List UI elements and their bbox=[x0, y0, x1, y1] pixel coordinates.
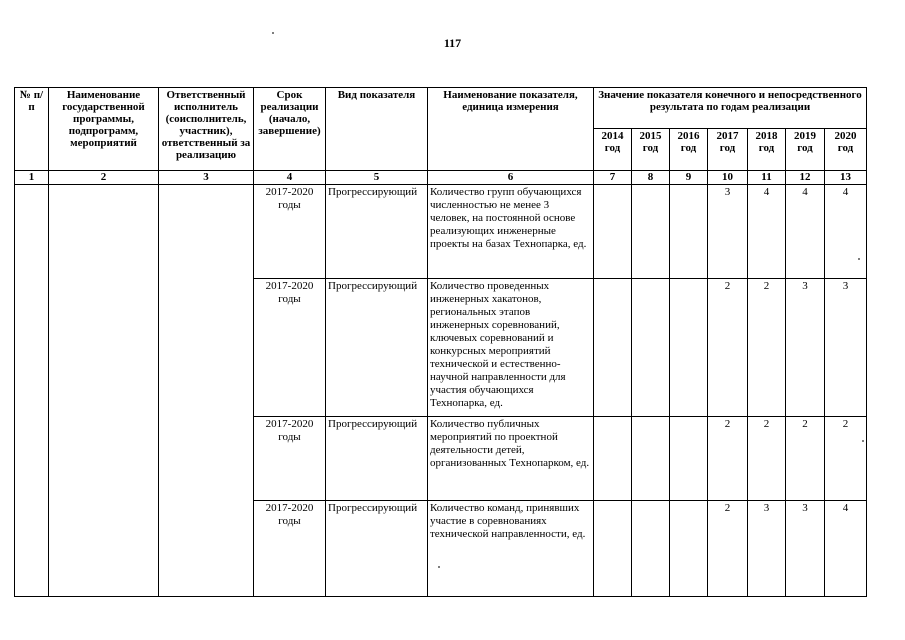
header-program-name: Наименование государственной программы, подпрограмм, мероприятий bbox=[49, 88, 159, 171]
header-year: 2019 год bbox=[786, 129, 825, 171]
column-number: 5 bbox=[326, 171, 428, 185]
value-2017: 2 bbox=[708, 417, 748, 501]
term-cell: 2017-2020 годы bbox=[254, 185, 326, 279]
indicator-name-cell: Количество групп обучающихся численностью не менее 3 человек, на постоянной основе реализующих инженерные проекты на базах Технопарка, ед. bbox=[428, 185, 594, 279]
term-cell: 2017-2020 годы bbox=[254, 279, 326, 417]
value-2018: 4 bbox=[748, 185, 786, 279]
scan-speck bbox=[862, 440, 864, 442]
column-number: 10 bbox=[708, 171, 748, 185]
header-year: 2018 год bbox=[748, 129, 786, 171]
header-year: 2016 год bbox=[670, 129, 708, 171]
value-2016 bbox=[670, 417, 708, 501]
column-number: 8 bbox=[632, 171, 670, 185]
scan-speck bbox=[858, 258, 860, 260]
column-number: 11 bbox=[748, 171, 786, 185]
scan-speck bbox=[438, 566, 440, 568]
column-number: 3 bbox=[159, 171, 254, 185]
value-2020: 3 bbox=[825, 279, 867, 417]
page-number: 117 bbox=[443, 36, 462, 50]
value-2017: 2 bbox=[708, 501, 748, 597]
value-2019: 3 bbox=[786, 501, 825, 597]
scan-speck bbox=[272, 32, 274, 34]
column-number: 6 bbox=[428, 171, 594, 185]
column-number: 13 bbox=[825, 171, 867, 185]
indicator-type-cell: Прогрессирующий bbox=[326, 501, 428, 597]
column-number: 2 bbox=[49, 171, 159, 185]
value-2018: 2 bbox=[748, 279, 786, 417]
table-bottom-rule bbox=[14, 596, 866, 597]
value-2017: 2 bbox=[708, 279, 748, 417]
indicator-name-cell: Количество проведенных инженерных хакатонов, региональных этапов инженерных соревнований, ключевых соревнований и конкурсных мероприятий технической и естественно-научной направленности для участия обучающихся Технопарка, ед. bbox=[428, 279, 594, 417]
indicator-type-cell: Прогрессирующий bbox=[326, 279, 428, 417]
value-2020: 2 bbox=[825, 417, 867, 501]
value-2016 bbox=[670, 185, 708, 279]
value-2016 bbox=[670, 501, 708, 597]
value-2020: 4 bbox=[825, 185, 867, 279]
term-cell: 2017-2020 годы bbox=[254, 501, 326, 597]
value-2018: 2 bbox=[748, 417, 786, 501]
table-row bbox=[15, 185, 867, 279]
value-2015 bbox=[632, 185, 670, 279]
value-2014 bbox=[594, 417, 632, 501]
value-2017: 3 bbox=[708, 185, 748, 279]
number-cell-empty bbox=[15, 185, 49, 597]
header-indicator-type: Вид показателя bbox=[326, 88, 428, 171]
value-2020: 4 bbox=[825, 501, 867, 597]
column-number: 1 bbox=[15, 171, 49, 185]
value-2019: 3 bbox=[786, 279, 825, 417]
term-cell: 2017-2020 годы bbox=[254, 417, 326, 501]
indicator-name-cell: Количество команд, принявших участие в соревнованиях технической направленности, ед. bbox=[428, 501, 594, 597]
responsible-cell-empty bbox=[159, 185, 254, 597]
column-number-row bbox=[15, 171, 867, 185]
header-indicator-name: Наименование показателя, единица измерения bbox=[428, 88, 594, 171]
column-number: 12 bbox=[786, 171, 825, 185]
value-2016 bbox=[670, 279, 708, 417]
indicator-name-cell: Количество публичных мероприятий по проектной деятельности детей, организованных Технопарком, ед. bbox=[428, 417, 594, 501]
header-number: № п/п bbox=[15, 88, 49, 171]
column-number: 4 bbox=[254, 171, 326, 185]
indicator-type-cell: Прогрессирующий bbox=[326, 185, 428, 279]
header-year: 2015 год bbox=[632, 129, 670, 171]
value-2019: 4 bbox=[786, 185, 825, 279]
header-responsible: Ответственный исполнитель (соисполнитель, участник), ответственный за реализацию bbox=[159, 88, 254, 171]
header-year: 2017 год bbox=[708, 129, 748, 171]
column-number: 7 bbox=[594, 171, 632, 185]
value-2019: 2 bbox=[786, 417, 825, 501]
value-2015 bbox=[632, 279, 670, 417]
header-year: 2020 год bbox=[825, 129, 867, 171]
column-number: 9 bbox=[670, 171, 708, 185]
indicators-table bbox=[14, 87, 867, 597]
value-2015 bbox=[632, 501, 670, 597]
value-2014 bbox=[594, 501, 632, 597]
header-values-group: Значение показателя конечного и непосредственного результата по годам реализации bbox=[594, 88, 867, 129]
header-term: Срок реализации (начало, завершение) bbox=[254, 88, 326, 171]
value-2014 bbox=[594, 279, 632, 417]
program-cell-empty bbox=[49, 185, 159, 597]
value-2018: 3 bbox=[748, 501, 786, 597]
value-2015 bbox=[632, 417, 670, 501]
value-2014 bbox=[594, 185, 632, 279]
indicator-type-cell: Прогрессирующий bbox=[326, 417, 428, 501]
header-year: 2014 год bbox=[594, 129, 632, 171]
